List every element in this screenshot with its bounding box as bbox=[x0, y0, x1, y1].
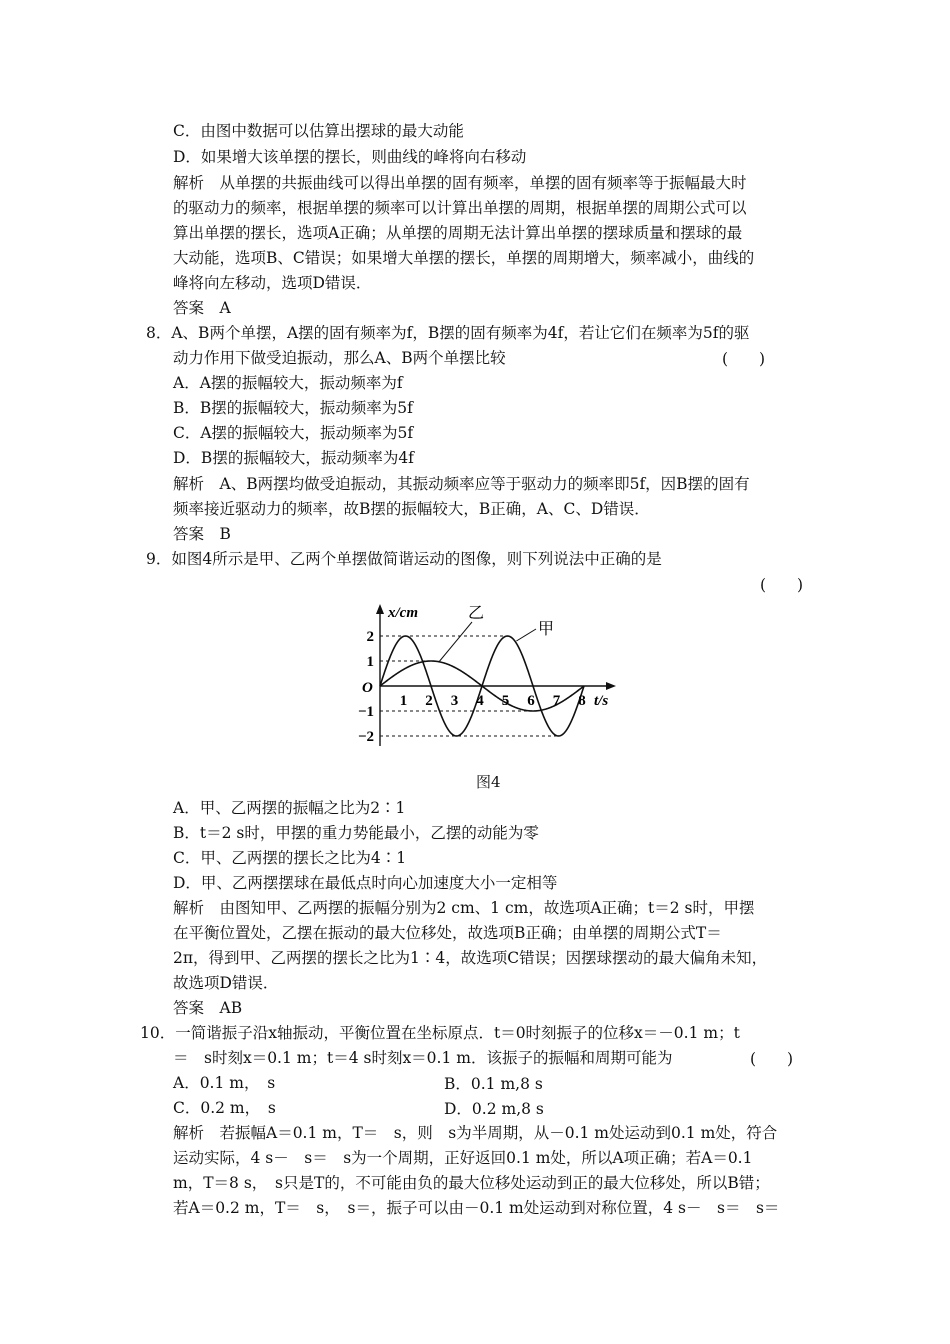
question-8-stem: 8．A、B两个单摆，A摆的固有频率为f，B摆的固有频率为4f，若让它们在频率为5f的驱 bbox=[146, 324, 750, 342]
analysis-line: 峰将向左移动，选项D错误． bbox=[173, 274, 372, 292]
x-tick-label: 8 bbox=[578, 693, 586, 709]
series-label-yi: 乙 bbox=[468, 603, 485, 622]
question-10-option-a: A．0.1 m， s bbox=[173, 1074, 276, 1092]
y-axis-arrow bbox=[376, 604, 384, 614]
question-9-option-d: D．甲、乙两摆摆球在最低点时向心加速度大小一定相等 bbox=[173, 874, 558, 892]
question-10-analysis: 若A＝0.2 m，T＝ s， s＝，振子可以由－0.1 m处运动到对称位置，4 s－ s＝ s＝ bbox=[173, 1199, 780, 1217]
y-axis-label: x/cm bbox=[388, 605, 418, 621]
analysis-line: 算出单摆的摆长，选项A正确；从单摆的周期无法计算出单摆的摆球质量和摆球的最 bbox=[173, 224, 743, 242]
question-10-stem-cont: ＝ s时刻x＝0.1 m；t＝4 s时刻x＝0.1 m．该振子的振幅和周期可能为 bbox=[173, 1049, 673, 1067]
question-10-option-b: B．0.1 m,8 s bbox=[444, 1075, 543, 1093]
x-tick-label: 7 bbox=[552, 693, 561, 709]
x-axis-arrow bbox=[606, 682, 616, 690]
label-leader-yi bbox=[439, 622, 472, 662]
analysis-line: 大动能，选项B、C错误；如果增大单摆的摆长，单摆的周期增大，频率减小，曲线的 bbox=[173, 249, 755, 267]
answer-blank: ( ) bbox=[722, 350, 766, 368]
question-9-answer: 答案 AB bbox=[173, 999, 243, 1017]
question-8-analysis: 解析 A、B两摆均做受迫振动，其振动频率应等于驱动力的频率即5f，因B摆的固有 bbox=[173, 475, 750, 493]
y-tick-label: −1 bbox=[357, 704, 374, 720]
y-tick-label: 1 bbox=[366, 654, 374, 670]
question-10-option-c: C．0.2 m， s bbox=[173, 1099, 276, 1117]
option-d-prev: D．如果增大该单摆的摆长，则曲线的峰将向右移动 bbox=[173, 148, 527, 166]
x-tick-label: 6 bbox=[527, 693, 535, 709]
question-8-answer: 答案 B bbox=[173, 525, 231, 543]
option-c-prev: C．由图中数据可以估算出摆球的最大动能 bbox=[173, 122, 464, 140]
question-9-option-c: C．甲、乙两摆的摆长之比为4∶1 bbox=[173, 849, 407, 867]
question-8-analysis: 频率接近驱动力的频率，故B摆的振幅较大，B正确，A、C、D错误． bbox=[173, 500, 650, 518]
y-tick-label: 2 bbox=[366, 629, 374, 645]
series-label-jia: 甲 bbox=[538, 619, 555, 638]
x-tick-label: 2 bbox=[425, 693, 433, 709]
answer-blank: ( ) bbox=[760, 576, 804, 594]
question-9-analysis: 2π，得到甲、乙两摆的摆长之比为1∶4，故选项C错误；因摆球摆动的最大偏角未知， bbox=[173, 949, 768, 967]
analysis-line: 解析 从单摆的共振曲线可以得出单摆的固有频率，单摆的固有频率等于振幅最大时 bbox=[173, 174, 747, 192]
x-tick-label: 3 bbox=[450, 693, 459, 709]
question-9-analysis: 在平衡位置处，乙摆在振动的最大位移处，故选项B正确；由单摆的周期公式T＝ bbox=[173, 924, 722, 942]
answer-blank: ( ) bbox=[750, 1050, 794, 1068]
question-10-analysis: m，T＝8 s， s只是T的，不可能由负的最大位移处运动到正的最大位移处，所以B错； bbox=[173, 1174, 770, 1192]
question-9-option-a: A．甲、乙两摆的振幅之比为2∶1 bbox=[173, 799, 406, 817]
question-9-analysis: 解析 由图知甲、乙两摆的振幅分别为2 cm、1 cm，故选项A正确；t＝2 s时，甲摆 bbox=[173, 899, 755, 917]
x-axis-label: t/s bbox=[594, 693, 609, 709]
question-9-option-b: B．t＝2 s时，甲摆的重力势能最小，乙摆的动能为零 bbox=[173, 824, 539, 842]
label-leader-jia bbox=[516, 629, 536, 641]
question-9-stem: 9．如图4所示是甲、乙两个单摆做简谐运动的图像，则下列说法中正确的是 bbox=[146, 550, 662, 568]
question-10-analysis: 解析 若振幅A＝0.1 m，T＝ s，则 s为半周期，从－0.1 m处运动到0.1 m处，符合 bbox=[173, 1124, 778, 1142]
oscillation-graph bbox=[350, 600, 620, 750]
answer-line: 答案 A bbox=[173, 299, 231, 317]
question-10-stem: 10．一简谐振子沿x轴振动，平衡位置在坐标原点．t＝0时刻振子的位移x＝－0.1 m；t bbox=[140, 1024, 740, 1042]
question-10-analysis: 运动实际，4 s－ s＝ s为一个周期，正好返回0.1 m处，所以A项正确；若A＝0.1 bbox=[173, 1149, 753, 1167]
question-8-option-a: A．A摆的振幅较大，振动频率为f bbox=[173, 374, 403, 392]
origin-label: O bbox=[362, 680, 373, 696]
analysis-line: 的驱动力的频率，根据单摆的频率可以计算出单摆的周期，根据单摆的周期公式可以 bbox=[173, 199, 747, 217]
figure-caption: 图4 bbox=[476, 773, 501, 791]
question-9-analysis: 故选项D错误． bbox=[173, 974, 279, 992]
question-8-option-b: B．B摆的振幅较大，振动频率为5f bbox=[173, 399, 413, 417]
question-8-option-c: C．A摆的振幅较大，振动频率为5f bbox=[173, 424, 414, 442]
x-tick-label: 5 bbox=[501, 693, 510, 709]
x-tick-label: 1 bbox=[399, 693, 408, 709]
question-8-stem-cont: 动力作用下做受迫振动，那么A、B两个单摆比较 bbox=[173, 349, 506, 367]
y-tick-label: −2 bbox=[357, 729, 374, 745]
question-8-option-d: D．B摆的振幅较大，振动频率为4f bbox=[173, 449, 414, 467]
question-10-option-d: D．0.2 m,8 s bbox=[444, 1100, 544, 1118]
x-tick-label: 4 bbox=[476, 693, 484, 709]
